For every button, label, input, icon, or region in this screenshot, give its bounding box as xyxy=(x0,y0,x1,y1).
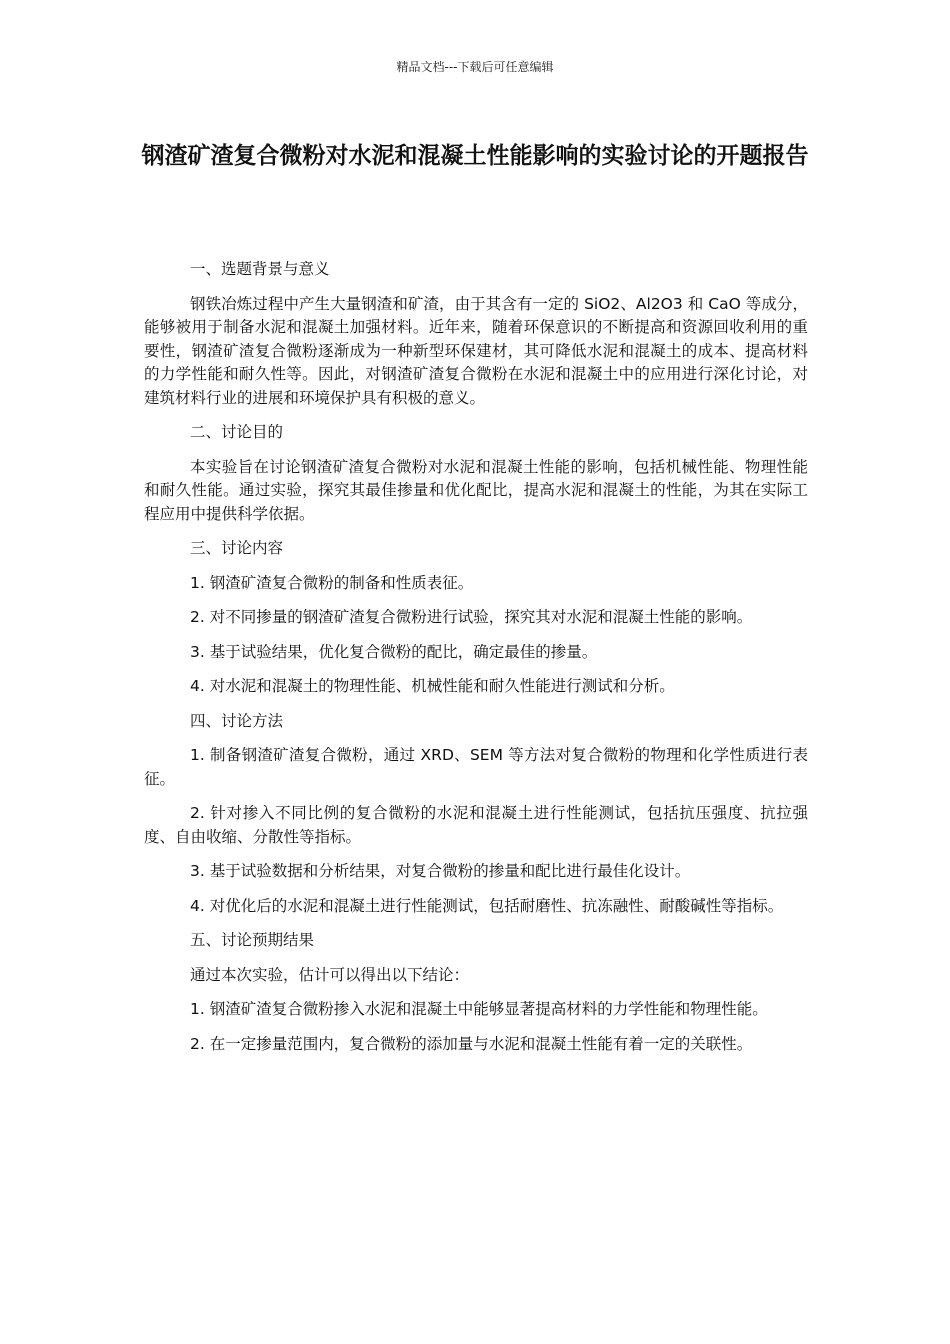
list-item-content-4: 4. 对水泥和混凝土的物理性能、机械性能和耐久性能进行测试和分析。 xyxy=(190,677,675,695)
list-item-result-1: 1. 钢渣矿渣复合微粉掺入水泥和混凝土中能够显著提高材料的力学性能和物理性能。 xyxy=(190,1000,768,1018)
section-heading-method: 四、讨论方法 xyxy=(190,711,284,730)
header-note: 精品文档---下载后可任意编辑 xyxy=(396,60,554,74)
document-body xyxy=(144,258,808,1067)
section-heading-background: 一、选题背景与意义 xyxy=(190,260,330,278)
document-title: 钢渣矿渣复合微粉对水泥和混凝土性能影响的实验讨论的开题报告 xyxy=(141,143,809,169)
section-heading-purpose: 二、讨论目的 xyxy=(190,423,284,441)
list-item-method-3: 3. 基于试验数据和分析结果，对复合微粉的掺量和配比进行最佳化设计。 xyxy=(190,862,691,880)
list-item-result-2: 2. 在一定掺量范围内，复合微粉的添加量与水泥和混凝土性能有着一定的关联性。 xyxy=(190,1034,753,1053)
paragraph-background: 钢铁冶炼过程中产生大量钢渣和矿渣，由于其含有一定的 SiO2、Al2O3 和 CaO 等成分，能够被用于制备水泥和混凝土加强材料。近年来，随着环保意识的不断提高和资源回收利用的重要性，钢渣矿渣复合微粉逐渐成为一种新型环保建材，其可降低水泥和混凝土的成本、提高材料的力学性能和耐久性等。因此，对钢渣矿渣复合微粉在水泥和混凝土中的应用进行深化讨论，对建筑材料行业的进展和环境保护具有积极的意义。 xyxy=(144,294,808,407)
list-item-content-2: 2. 对不同掺量的钢渣矿渣复合微粉进行试验，探究其对水泥和混凝土性能的影响。 xyxy=(190,608,753,626)
paragraph-results-intro: 通过本次实验，估计可以得出以下结论： xyxy=(190,965,470,984)
list-item-content-1: 1. 钢渣矿渣复合微粉的制备和性质表征。 xyxy=(190,573,474,592)
list-item-method-2: 2. 针对掺入不同比例的复合微粉的水泥和混凝土进行性能测试，包括抗压强度、抗拉强度、自由收缩、分散性等指标。 xyxy=(144,804,808,846)
paragraph-purpose: 本实验旨在讨论钢渣矿渣复合微粉对水泥和混凝土性能的影响，包括机械性能、物理性能和耐久性能。通过实验，探究其最佳掺量和优化配比，提高水泥和混凝土的性能，为其在实际工程应用中提供科学依据。 xyxy=(144,457,808,523)
list-item-content-3: 3. 基于试验结果，优化复合微粉的配比，确定最佳的掺量。 xyxy=(190,642,598,661)
section-heading-results: 五、讨论预期结果 xyxy=(190,931,315,949)
list-item-method-1: 1. 制备钢渣矿渣复合微粉，通过 XRD、SEM 等方法对复合微粉的物理和化学性质进行表征。 xyxy=(144,746,808,788)
section-heading-content: 三、讨论内容 xyxy=(190,539,284,557)
list-item-method-4: 4. 对优化后的水泥和混凝土进行性能测试，包括耐磨性、抗冻融性、耐酸碱性等指标。 xyxy=(190,896,784,915)
